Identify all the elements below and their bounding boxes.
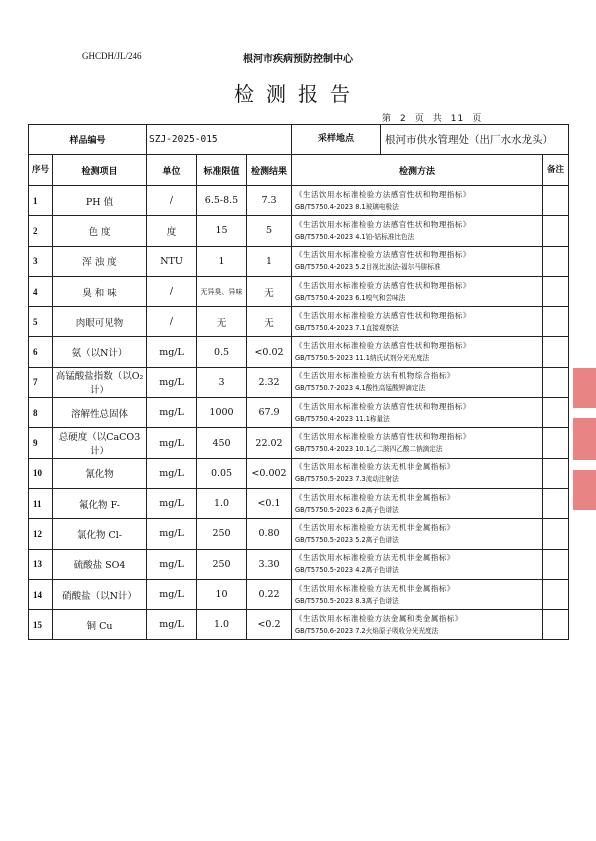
remark bbox=[543, 458, 569, 488]
col-limit: 标准限值 bbox=[197, 155, 247, 186]
method-code: GB/T5750.4-2023 8.1玻璃电极法 bbox=[295, 202, 399, 211]
table-row bbox=[29, 519, 569, 549]
method-standard-name: 《生活饮用水标准检验方法无机非金属指标》 bbox=[295, 492, 455, 502]
table-row bbox=[29, 398, 569, 428]
method-standard-name: 《生活饮用水标准检验方法感官性状和物理指标》 bbox=[295, 341, 471, 351]
method-standard-name: 《生活饮用水标准检验方法感官性状和物理指标》 bbox=[295, 250, 471, 260]
test-method bbox=[292, 367, 543, 397]
test-item: 氟化物 F- bbox=[53, 488, 147, 518]
table-row bbox=[29, 337, 569, 367]
table-row bbox=[29, 579, 569, 609]
table-row bbox=[29, 610, 569, 640]
seal-stamp-fragment-3 bbox=[573, 470, 596, 510]
method-code: GB/T5750.4-2023 11.1称量法 bbox=[295, 414, 390, 423]
page-total: 11 bbox=[450, 114, 465, 124]
sample-info-row bbox=[29, 125, 569, 155]
page-current: 2 bbox=[400, 114, 407, 124]
row-number: 14 bbox=[29, 579, 53, 609]
method-code: GB/T5750.7-2023 4.1酸性高锰酸钾滴定法 bbox=[295, 384, 426, 393]
page-total-prefix: 共 bbox=[432, 114, 443, 124]
row-number: 3 bbox=[29, 246, 53, 276]
remark bbox=[543, 276, 569, 306]
unit: mg/L bbox=[147, 488, 197, 518]
test-method bbox=[292, 549, 543, 579]
test-item: PH 值 bbox=[53, 186, 147, 216]
standard-limit: 250 bbox=[197, 549, 247, 579]
unit: mg/L bbox=[147, 458, 197, 488]
test-method bbox=[292, 186, 543, 216]
test-method bbox=[292, 337, 543, 367]
method-code: GB/T5750.4-2023 4.1铂-钴标准比色法 bbox=[295, 232, 415, 241]
test-method bbox=[292, 458, 543, 488]
table-row bbox=[29, 276, 569, 306]
standard-limit: 1 bbox=[197, 246, 247, 276]
sampling-site: 根河市供水管理处（出厂水水龙头） bbox=[385, 133, 554, 146]
page-number bbox=[382, 111, 490, 124]
unit: / bbox=[147, 276, 197, 306]
table-row bbox=[29, 488, 569, 518]
test-item: 溶解性总固体 bbox=[53, 398, 147, 428]
table-row bbox=[29, 307, 569, 337]
method-standard-name: 《生活饮用水标准检验方法有机物综合指标》 bbox=[295, 371, 455, 381]
remark bbox=[543, 186, 569, 216]
column-header-row bbox=[29, 155, 569, 186]
test-method bbox=[292, 488, 543, 518]
document-code: GHCDH/JL/246 bbox=[82, 51, 142, 61]
test-method bbox=[292, 246, 543, 276]
method-standard-name: 《生活饮用水标准检验方法无机非金属指标》 bbox=[295, 553, 455, 563]
unit: mg/L bbox=[147, 549, 197, 579]
organization-name: 根河市疾病预防控制中心 bbox=[243, 54, 353, 65]
test-result: <0.02 bbox=[247, 337, 292, 367]
method-standard-name: 《生活饮用水标准检验方法感官性状和物理指标》 bbox=[295, 432, 471, 442]
row-number: 2 bbox=[29, 216, 53, 246]
page-mid: 页 bbox=[414, 114, 425, 124]
method-code: GB/T5750.5-2023 6.2离子色谱法 bbox=[295, 505, 399, 514]
table-row bbox=[29, 428, 569, 458]
unit: mg/L bbox=[147, 337, 197, 367]
test-result: 22.02 bbox=[247, 428, 292, 458]
test-method bbox=[292, 276, 543, 306]
method-standard-name: 《生活饮用水标准检验方法感官性状和物理指标》 bbox=[295, 280, 471, 290]
method-standard-name: 《生活饮用水标准检验方法感官性状和物理指标》 bbox=[295, 219, 471, 229]
test-item: 铜 Cu bbox=[53, 610, 147, 640]
row-number: 7 bbox=[29, 367, 53, 397]
test-result: 无 bbox=[247, 307, 292, 337]
method-standard-name: 《生活饮用水标准检验方法无机非金属指标》 bbox=[295, 462, 455, 472]
remark bbox=[543, 519, 569, 549]
test-method bbox=[292, 398, 543, 428]
unit: / bbox=[147, 307, 197, 337]
test-item: 色 度 bbox=[53, 216, 147, 246]
test-item: 硫酸盐 SO4 bbox=[53, 549, 147, 579]
row-number: 15 bbox=[29, 610, 53, 640]
unit: mg/L bbox=[147, 428, 197, 458]
remark bbox=[543, 398, 569, 428]
test-method bbox=[292, 307, 543, 337]
standard-limit: 6.5-8.5 bbox=[197, 186, 247, 216]
standard-limit: 无异臭、异味 bbox=[197, 276, 247, 306]
unit: mg/L bbox=[147, 519, 197, 549]
row-number: 9 bbox=[29, 428, 53, 458]
standard-limit: 0.5 bbox=[197, 337, 247, 367]
table-row bbox=[29, 186, 569, 216]
remark bbox=[543, 307, 569, 337]
test-result: 0.80 bbox=[247, 519, 292, 549]
standard-limit: 15 bbox=[197, 216, 247, 246]
test-result: 3.30 bbox=[247, 549, 292, 579]
test-item: 高锰酸盐指数（以O₂计） bbox=[53, 367, 147, 397]
table-row bbox=[29, 458, 569, 488]
standard-limit: 1.0 bbox=[197, 488, 247, 518]
method-code: GB/T5750.4-2023 5.2目视比浊法-福尔马肼标准 bbox=[295, 263, 441, 272]
col-seq: 序号 bbox=[29, 155, 53, 186]
row-number: 10 bbox=[29, 458, 53, 488]
standard-limit: 0.05 bbox=[197, 458, 247, 488]
test-item: 氨（以N计） bbox=[53, 337, 147, 367]
test-item: 总硬度（以CaCO3计） bbox=[53, 428, 147, 458]
test-result: 0.22 bbox=[247, 579, 292, 609]
remark bbox=[543, 367, 569, 397]
row-number: 11 bbox=[29, 488, 53, 518]
test-result: <0.2 bbox=[247, 610, 292, 640]
remark bbox=[543, 579, 569, 609]
col-item: 检测项目 bbox=[53, 155, 147, 186]
method-code: GB/T5750.5-2023 8.3离子色谱法 bbox=[295, 596, 399, 605]
standard-limit: 无 bbox=[197, 307, 247, 337]
method-standard-name: 《生活饮用水标准检验方法感官性状和物理指标》 bbox=[295, 310, 471, 320]
sample-no: SZJ-2025-015 bbox=[147, 125, 292, 155]
standard-limit: 450 bbox=[197, 428, 247, 458]
col-remark: 备注 bbox=[543, 155, 569, 186]
test-method bbox=[292, 610, 543, 640]
method-standard-name: 《生活饮用水标准检验方法感官性状和物理指标》 bbox=[295, 189, 471, 199]
unit: mg/L bbox=[147, 398, 197, 428]
unit: mg/L bbox=[147, 610, 197, 640]
table-row bbox=[29, 246, 569, 276]
standard-limit: 1.0 bbox=[197, 610, 247, 640]
test-result: 无 bbox=[247, 276, 292, 306]
row-number: 5 bbox=[29, 307, 53, 337]
test-item: 氯化物 Cl- bbox=[53, 519, 147, 549]
method-standard-name: 《生活饮用水标准检验方法无机非金属指标》 bbox=[295, 583, 455, 593]
col-result: 检测结果 bbox=[247, 155, 292, 186]
page-prefix: 第 bbox=[382, 114, 393, 124]
row-number: 1 bbox=[29, 186, 53, 216]
test-method bbox=[292, 519, 543, 549]
method-code: GB/T5750.5-2023 11.1纳氏试剂分光光度法 bbox=[295, 354, 430, 363]
remark bbox=[543, 610, 569, 640]
test-item: 肉眼可见物 bbox=[53, 307, 147, 337]
method-code: GB/T5750.6-2023 7.2火焰原子吸收分光光度法 bbox=[295, 626, 439, 635]
table-row bbox=[29, 367, 569, 397]
standard-limit: 250 bbox=[197, 519, 247, 549]
standard-limit: 1000 bbox=[197, 398, 247, 428]
row-number: 6 bbox=[29, 337, 53, 367]
standard-limit: 10 bbox=[197, 579, 247, 609]
method-code: GB/T5750.4-2023 6.1嗅气和尝味法 bbox=[295, 293, 406, 302]
method-code: GB/T5750.4-2023 10.1乙二胺四乙酸二钠滴定法 bbox=[295, 445, 443, 454]
remark bbox=[543, 337, 569, 367]
seal-stamp-fragment-2 bbox=[573, 418, 596, 460]
test-result: <0.1 bbox=[247, 488, 292, 518]
test-method bbox=[292, 428, 543, 458]
page-suffix: 页 bbox=[472, 114, 483, 124]
remark bbox=[543, 488, 569, 518]
results-table bbox=[28, 124, 569, 640]
row-number: 8 bbox=[29, 398, 53, 428]
table-row bbox=[29, 216, 569, 246]
table-row bbox=[29, 549, 569, 579]
test-result: 5 bbox=[247, 216, 292, 246]
remark bbox=[543, 216, 569, 246]
remark bbox=[543, 549, 569, 579]
col-method: 检测方法 bbox=[292, 155, 543, 186]
unit: 度 bbox=[147, 216, 197, 246]
seal-stamp-fragment-1 bbox=[573, 368, 596, 408]
method-code: GB/T5750.5-2023 7.3流动注射法 bbox=[295, 475, 399, 484]
sample-no-label: 样品编号 bbox=[29, 125, 147, 155]
unit: mg/L bbox=[147, 367, 197, 397]
test-result: 7.3 bbox=[247, 186, 292, 216]
col-unit: 单位 bbox=[147, 155, 197, 186]
method-standard-name: 《生活饮用水标准检验方法无机非金属指标》 bbox=[295, 522, 455, 532]
row-number: 13 bbox=[29, 549, 53, 579]
site-label: 采样地点 bbox=[292, 125, 381, 154]
row-number: 4 bbox=[29, 276, 53, 306]
method-code: GB/T5750.5-2023 5.2离子色谱法 bbox=[295, 535, 399, 544]
row-number: 12 bbox=[29, 519, 53, 549]
report-title: 检测报告 bbox=[234, 82, 362, 106]
unit: NTU bbox=[147, 246, 197, 276]
remark bbox=[543, 246, 569, 276]
method-standard-name: 《生活饮用水标准检验方法金属和类金属指标》 bbox=[295, 613, 463, 623]
test-result: 67.9 bbox=[247, 398, 292, 428]
test-item: 浑 浊 度 bbox=[53, 246, 147, 276]
test-method bbox=[292, 216, 543, 246]
unit: / bbox=[147, 186, 197, 216]
remark bbox=[543, 428, 569, 458]
test-result: <0.002 bbox=[247, 458, 292, 488]
test-item: 臭 和 味 bbox=[53, 276, 147, 306]
unit: mg/L bbox=[147, 579, 197, 609]
test-result: 1 bbox=[247, 246, 292, 276]
standard-limit: 3 bbox=[197, 367, 247, 397]
test-item: 硝酸盐（以N计） bbox=[53, 579, 147, 609]
method-standard-name: 《生活饮用水标准检验方法感官性状和物理指标》 bbox=[295, 401, 471, 411]
test-method bbox=[292, 579, 543, 609]
method-code: GB/T5750.5-2023 4.2离子色谱法 bbox=[295, 566, 399, 575]
method-code: GB/T5750.4-2023 7.1直接观察法 bbox=[295, 323, 399, 332]
test-item: 氰化物 bbox=[53, 458, 147, 488]
test-result: 2.32 bbox=[247, 367, 292, 397]
